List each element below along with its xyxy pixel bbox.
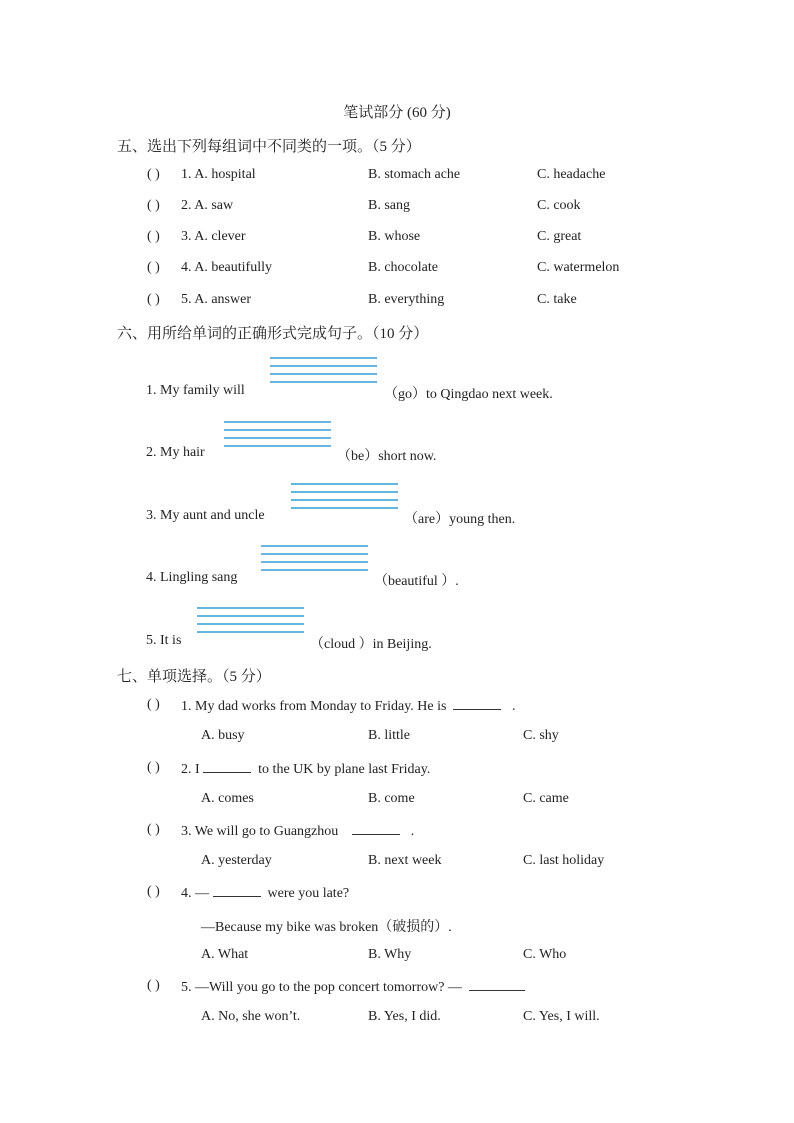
sentence-end: （are）young then.	[404, 512, 516, 527]
question-text	[181, 760, 430, 778]
option-a[interactable]: A. busy	[201, 728, 245, 743]
question-option-a: 4. A. beautifully	[181, 260, 272, 275]
question-tail: .	[511, 699, 516, 714]
question-option-a: 2. A. saw	[181, 198, 234, 213]
option-b[interactable]: B. little	[368, 728, 410, 743]
writing-lines[interactable]	[261, 545, 368, 577]
question-option-c: C. take	[537, 292, 577, 307]
question-option-b: B. stomach ache	[368, 167, 461, 182]
question-option-c: C. great	[537, 229, 582, 244]
question-tail: .	[410, 824, 415, 839]
answer-paren[interactable]: ( )	[147, 978, 160, 993]
sentence-end: （be）short now.	[337, 449, 437, 464]
section-5-heading: 五、选出下列每组词中不同类的一项。（5 分）	[117, 139, 421, 155]
question-option-a: 5. A. answer	[181, 292, 251, 307]
question-option-b: B. everything	[368, 292, 445, 307]
question-text	[181, 884, 349, 902]
writing-lines[interactable]	[197, 607, 304, 639]
answer-paren[interactable]: ( )	[147, 292, 160, 307]
answer-paren[interactable]: ( )	[147, 822, 160, 837]
page-title: 笔试部分 (60 分)	[343, 105, 451, 121]
section-7-heading: 七、单项选择。（5 分）	[117, 669, 271, 685]
sentence-start: 1. My family will	[146, 383, 245, 398]
question-stem: 1. My dad works from Monday to Friday. He is	[181, 699, 447, 714]
option-c[interactable]: C. came	[523, 791, 569, 806]
option-a[interactable]: A. comes	[201, 791, 254, 806]
question-stem: 4. —	[181, 886, 209, 901]
answer-blank[interactable]	[213, 884, 261, 897]
sentence-start: 3. My aunt and uncle	[146, 508, 265, 523]
answer-blank[interactable]	[352, 822, 400, 835]
sentence-end: （beautiful ）.	[374, 574, 459, 589]
section-6-heading: 六、用所给单词的正确形式完成句子。（10 分）	[117, 326, 429, 342]
question-option-b: B. chocolate	[368, 260, 438, 275]
question-option-a: 3. A. clever	[181, 229, 246, 244]
question-text	[181, 822, 414, 840]
question-option-c: C. headache	[537, 167, 606, 182]
writing-lines[interactable]	[224, 421, 331, 453]
answer-paren[interactable]: ( )	[147, 167, 160, 182]
option-b[interactable]: B. Why	[368, 947, 412, 962]
question-text	[181, 697, 515, 715]
answer-blank[interactable]	[203, 760, 251, 773]
sentence-start: 4. Lingling sang	[146, 570, 238, 585]
writing-lines[interactable]	[291, 483, 398, 515]
sentence-start: 5. It is	[146, 633, 182, 648]
option-b[interactable]: B. Yes, I did.	[368, 1009, 441, 1024]
option-c[interactable]: C. last holiday	[523, 853, 605, 868]
question-option-c: C. watermelon	[537, 260, 620, 275]
answer-blank[interactable]	[469, 978, 525, 991]
option-c[interactable]: C. Yes, I will.	[523, 1009, 600, 1024]
question-option-b: B. whose	[368, 229, 421, 244]
answer-blank[interactable]	[453, 697, 501, 710]
answer-paren[interactable]: ( )	[147, 229, 160, 244]
sentence-end: （cloud ）in Beijing.	[310, 637, 432, 652]
answer-paren[interactable]: ( )	[147, 198, 160, 213]
option-a[interactable]: A. No, she won’t.	[201, 1009, 301, 1024]
answer-paren[interactable]: ( )	[147, 884, 160, 899]
question-stem: 2. I	[181, 762, 200, 777]
sentence-end: （go）to Qingdao next week.	[384, 387, 553, 402]
option-c[interactable]: C. Who	[523, 947, 567, 962]
question-text	[181, 978, 525, 996]
answer-paren[interactable]: ( )	[147, 260, 160, 275]
option-a[interactable]: A. What	[201, 947, 249, 962]
question-option-a: 1. A. hospital	[181, 167, 256, 182]
question-option-c: C. cook	[537, 198, 581, 213]
question-reply: —Because my bike was broken（破损的）.	[201, 920, 452, 935]
option-c[interactable]: C. shy	[523, 728, 559, 743]
question-tail: were you late?	[267, 886, 350, 901]
question-stem: 5. —Will you go to the pop concert tomorrow? —	[181, 980, 462, 995]
option-b[interactable]: B. next week	[368, 853, 442, 868]
question-tail: to the UK by plane last Friday.	[258, 762, 431, 777]
option-b[interactable]: B. come	[368, 791, 415, 806]
sentence-start: 2. My hair	[146, 445, 205, 460]
answer-paren[interactable]: ( )	[147, 760, 160, 775]
question-option-b: B. sang	[368, 198, 410, 213]
question-stem: 3. We will go to Guangzhou	[181, 824, 339, 839]
option-a[interactable]: A. yesterday	[201, 853, 272, 868]
answer-paren[interactable]: ( )	[147, 697, 160, 712]
writing-lines[interactable]	[270, 357, 377, 389]
